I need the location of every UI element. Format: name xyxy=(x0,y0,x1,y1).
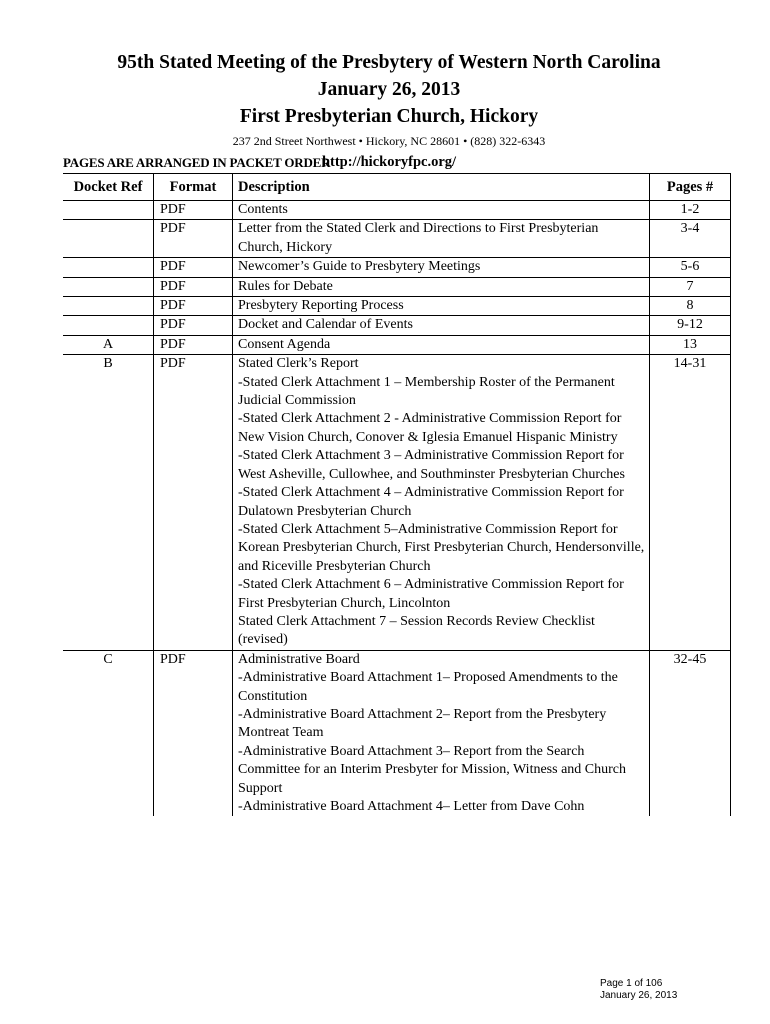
table-row xyxy=(63,355,731,651)
table-row xyxy=(63,220,731,258)
page-footer xyxy=(600,978,677,1002)
table-header-row xyxy=(63,174,731,201)
docket-ref-cell: B xyxy=(63,355,154,651)
table-row xyxy=(63,297,731,316)
pages-cell: 7 xyxy=(650,277,731,296)
meeting-date: January 26, 2013 xyxy=(317,79,461,100)
format-cell: PDF xyxy=(154,355,233,651)
table-row xyxy=(63,316,731,335)
description-cell: Letter from the Stated Clerk and Directions to First Presbyterian Church, Hickory xyxy=(233,220,650,258)
description-cell: Docket and Calendar of Events xyxy=(233,316,650,335)
format-cell: PDF xyxy=(154,258,233,277)
docket-ref-cell xyxy=(63,297,154,316)
pages-cell: 32-45 xyxy=(650,650,731,816)
docket-ref-cell: A xyxy=(63,335,154,354)
document-header xyxy=(0,49,770,172)
docket-ref-cell xyxy=(63,201,154,220)
meeting-venue: First Presbyterian Church, Hickory xyxy=(239,106,539,127)
format-cell: PDF xyxy=(154,277,233,296)
venue-url-link[interactable]: http://hickoryfpc.org/ xyxy=(321,154,457,170)
format-cell: PDF xyxy=(154,220,233,258)
page-number: Page 1 of 106 xyxy=(600,978,663,989)
format-cell: PDF xyxy=(154,201,233,220)
format-cell: PDF xyxy=(154,335,233,354)
description-cell: Contents xyxy=(233,201,650,220)
pages-cell: 1-2 xyxy=(650,201,731,220)
description-cell: Newcomer’s Guide to Presbytery Meetings xyxy=(233,258,650,277)
packet-order-note: PAGES ARE ARRANGED IN PACKET ORDER xyxy=(63,155,331,170)
pages-cell: 14-31 xyxy=(650,355,731,651)
column-header-format: Format xyxy=(154,174,233,201)
table-row xyxy=(63,277,731,296)
description-cell: Presbytery Reporting Process xyxy=(233,297,650,316)
description-cell: Rules for Debate xyxy=(233,277,650,296)
pages-cell: 8 xyxy=(650,297,731,316)
footer-date: January 26, 2013 xyxy=(600,990,678,1001)
pages-cell: 3-4 xyxy=(650,220,731,258)
format-cell: PDF xyxy=(154,297,233,316)
description-cell: Stated Clerk’s Report -Stated Clerk Attachment 1 – Membership Roster of the Permanent Judicial Commission -Stated Clerk Attachment 2 - Administrative Commission Report for New Vision Church, Conover & Iglesia Emanuel Hispanic Ministry -Stated Clerk Attachment 3 – Administrative Commission Report for West Asheville, Cullowhee, and Southminster Presbyterian Churches -Stated Clerk Attachment 4 – Administrative Commission Report for Dulatown Presbyterian Church -Stated Clerk Attachment 5–Administrative Commission Report for Korean Presbyterian Church, First Presbyterian Church, Hendersonville, and Riceville Presbyterian Church -Stated Clerk Attachment 6 – Administrative Commission Report for First Presbyterian Church, Lincolnton Stated Clerk Attachment 7 – Session Records Review Checklist (revised) xyxy=(233,355,650,651)
table-row xyxy=(63,258,731,277)
table-row xyxy=(63,335,731,354)
docket-table xyxy=(63,173,731,816)
docket-ref-cell xyxy=(63,220,154,258)
table-row xyxy=(63,650,731,816)
docket-ref-cell: C xyxy=(103,651,113,667)
pages-cell: 9-12 xyxy=(650,316,731,335)
table-row xyxy=(63,201,731,220)
meeting-title: 95th Stated Meeting of the Presbytery of Western North Carolina xyxy=(117,52,661,73)
pages-cell: 13 xyxy=(650,335,731,354)
description-cell: Administrative Board -Administrative Board Attachment 1– Proposed Amendments to the Constitution -Administrative Board Attachment 2– Report from the Presbytery Montreat Team -Administrative Board Attachment 3– Report from the Search Committee for an Interim Presbyter for Mission, Witness and Church Support -Administrative Board Attachment 4– Letter from Dave Cohn xyxy=(233,650,650,816)
column-header-docket-ref: Docket Ref xyxy=(63,174,154,201)
docket-ref-cell xyxy=(63,316,154,335)
format-cell: PDF xyxy=(154,316,233,335)
format-cell: PDF xyxy=(154,650,233,816)
docket-ref-cell xyxy=(63,258,154,277)
docket-ref-cell xyxy=(63,277,154,296)
description-cell: Consent Agenda xyxy=(233,335,650,354)
column-header-pages: Pages # xyxy=(650,174,731,201)
column-header-description: Description xyxy=(233,174,650,201)
venue-address: 237 2nd Street Northwest • Hickory, NC 28601 • (828) 322-6343 xyxy=(232,134,546,148)
pages-cell: 5-6 xyxy=(650,258,731,277)
